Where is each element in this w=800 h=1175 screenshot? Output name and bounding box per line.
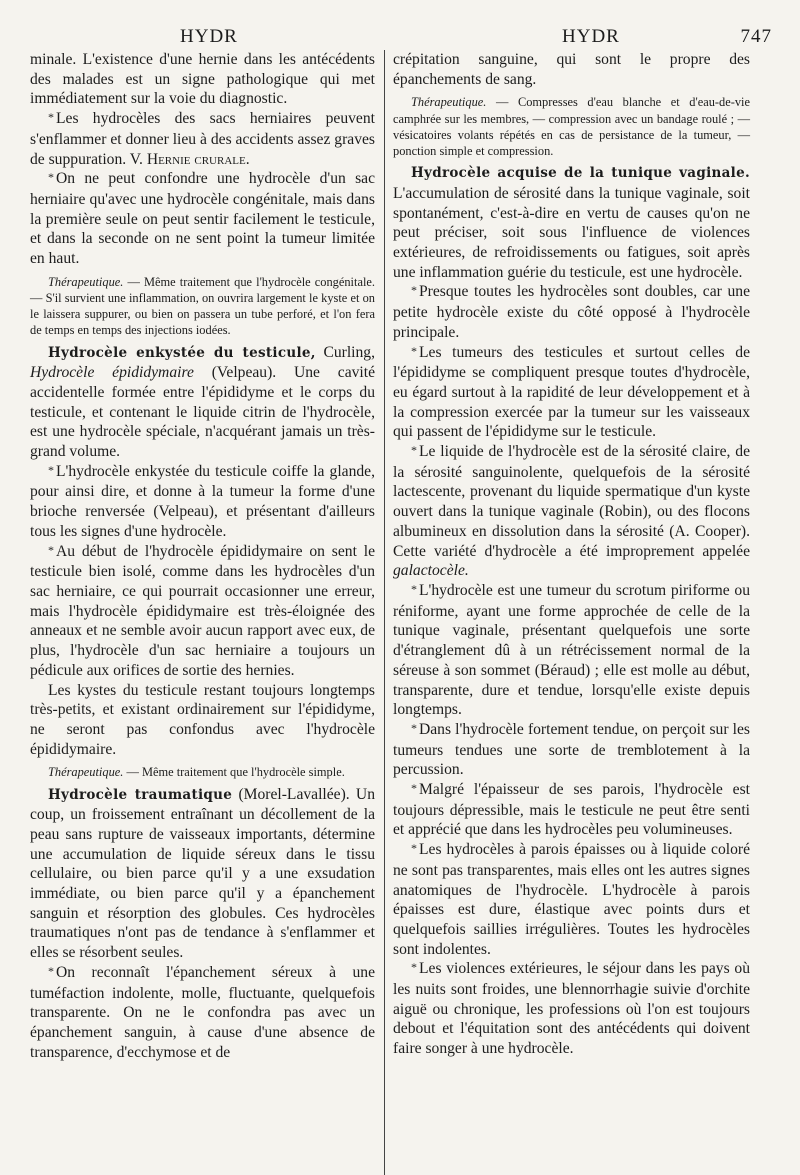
paragraph: * On reconnaît l'épanchement séreux à une tuméfaction indolente, molle, fluctuante, quelquefois transparente. On ne le confondra pas avec un épanchement sanguin, à cause d'une absence de transparence, d'ecchymose et de: [30, 963, 375, 1061]
asterism: *: [48, 110, 53, 125]
entry-heading: Hydrocèle acquise de la tunique vaginale.: [411, 165, 750, 182]
asterism: *: [48, 963, 53, 978]
asterism: *: [411, 841, 416, 856]
therapeutique-note: Thérapeutique. — Compresses d'eau blanche et d'eau-de-vie camphrée sur les membres, — compression avec un bandage roulé ; — vésicatoires volants répétés en cas de persistance de la tumeur, — ponction simple et compression.: [393, 95, 750, 159]
asterism: *: [411, 960, 416, 975]
running-header: [30, 20, 772, 46]
paragraph: * L'hydrocèle enkystée du testicule coiffe la glande, pour ainsi dire, et donne à la tumeur la forme d'une brioche renversée (Velpeau), et présentant d'ailleurs tous les signes d'une hydrocèle.: [30, 462, 375, 540]
therapeutique-note: Thérapeutique. — Même traitement que l'hydrocèle congénitale. — S'il survient une inflammation, on ouvrira largement le kyste et on le laissera suppurer, ou bien on passera un tube perforé, et l'on fera de temps en temps des injections iodées.: [30, 274, 375, 338]
paragraph: Les kystes du testicule restant toujours longtemps très-petits, et existant ordinairement sur l'épididyme, ne seront pas confondus avec l'hydrocèle épididymaire.: [30, 681, 375, 758]
asterism: *: [411, 720, 416, 735]
right-column: [393, 50, 750, 1175]
paragraph: * Les violences extérieures, le séjour dans les pays où les nuits sont froides, une blennorrhagie suivie d'orchite aiguë ou chronique, les professions où l'on est toujours debout et l'équitation sont des antécédents qui doivent faire songer à une hydrocèle.: [393, 960, 750, 1058]
paragraph: * Les hydrocèles à parois épaisses ou à liquide coloré ne sont pas transparentes, mais elles ont les autres signes anatomiques de l'hydrocèle. L'hydrocèle à parois épaisses est dure, élastique avec points durs et quelquefois saillies irrégulières. Toutes les hydrocèles sont indolentes.: [393, 841, 750, 958]
asterism: *: [48, 462, 53, 477]
left-column: [30, 50, 375, 1175]
paragraph: crépitation sanguine, qui sont le propre des épanchements de sang.: [393, 51, 750, 88]
entry-heading: Hydrocèle traumatique: [48, 786, 233, 803]
paragraph: * Le liquide de l'hydrocèle est de la sérosité claire, de la sérosité sanguinolente, quelquefois de la sérosité lactescente, provenant du liquide spermatique d'un kyste ouvert dans la tunique vaginale (Robin), ou des flocons albumineux en dissolution dans la sérosité (A. Cooper). Cette variété d'hydrocèle a été improprement appelée galactocèle.: [393, 443, 750, 580]
left-running-title: HYDR: [180, 26, 238, 47]
asterism: *: [411, 443, 416, 458]
paragraph: * Les hydrocèles des sacs herniaires peuvent s'enflammer et donner lieu à des accidents assez graves de suppuration. V. Hernie crurale.: [30, 110, 375, 168]
note-label: Thérapeutique.: [411, 95, 487, 110]
asterism: *: [411, 781, 416, 796]
paragraph: * On ne peut confondre une hydrocèle d'un sac herniaire qu'avec une hydrocèle congénitale, mais dans la première seule on peut sentir facilement le testicule, et dans la seconde on ne sent point la tumeur limitée en haut.: [30, 170, 375, 268]
asterism: *: [48, 542, 53, 557]
right-running-title: HYDR: [562, 26, 620, 47]
paragraph: * Dans l'hydrocèle fortement tendue, on perçoit sur les tumeurs tendues une sorte de tremblotement à la percussion.: [393, 720, 750, 779]
paragraph: * Au début de l'hydrocèle épididymaire on sent le testicule bien isolé, comme dans les hydrocèles d'un sac herniaire, ce qui pourrait occasionner une erreur, mais l'hydrocèle épididymaire est très-éloignée des anneaux et ne semble avoir aucun rapport avec eux, de plus, l'hydrocèle d'un sac herniaire a toujours un pédicule aux orifices de sortie des hernies.: [30, 542, 375, 679]
entry-section: Hydrocèle acquise de la tunique vaginale. L'accumulation de sérosité dans la tunique vaginale, soit spontanément, c'est-à-dire en vertu de causes qu'on ne peut préciser, soit sous l'influence de violences extérieures, de refroidissements ou fatigues, soit après une inflammation guérie du testicule, est une hydrocèle.: [393, 165, 750, 281]
paragraph: * Malgré l'épaisseur de ses parois, l'hydrocèle est toujours dépressible, mais le testicule ne peut être senti et apprécié que dans les hydrocèles peu volumineuses.: [393, 781, 750, 839]
therapeutique-note: Thérapeutique. — Même traitement que l'hydrocèle simple.: [48, 765, 345, 780]
asterism: *: [411, 283, 416, 298]
note-label: Thérapeutique.: [48, 765, 124, 780]
column-divider: [384, 50, 385, 1175]
note-label: Thérapeutique.: [48, 274, 124, 289]
asterism: *: [411, 581, 416, 596]
asterism: *: [48, 170, 53, 185]
cross-reference: Hernie crurale.: [146, 150, 250, 168]
paragraph: minale. L'existence d'une hernie dans les antécédents des malades est un signe pathologique qui met immédiatement sur la voie du diagnostic.: [30, 51, 375, 108]
entry-section: Hydrocèle enkystée du testicule, Curling, Hydrocèle épididymaire (Velpeau). Une cavité accidentelle formée entre l'épididyme et le corps du testicule, et contenant le liquide citrin de l'hydrocèle, est une hydrocèle spéciale, n'acquérant jamais un très-grand volume.: [30, 343, 376, 461]
paragraph: * Les tumeurs des testicules et surtout celles de l'épididyme se compliquent presque toutes d'hydrocèle, eu égard surtout à la rapidité de leur développement et à la compression exercée par la tumeur sur les vaisseaux qui passent de l'épididyme sur le testicule.: [393, 343, 750, 441]
entry-section: Hydrocèle traumatique (Morel-Lavallée). Un coup, un froissement entraînant un décollement de la peau sans rupture de vaisseaux importants, détermine une accumulation de liquide séreux dans le tissu cellulaire, ou bien parce qu'il y a une exsudation immédiate, ou bien parce qu'il y a épanchement sanguin et résorption des globules. Ces hydrocèles traumatiques n'ont pas de tendance à s'enflammer et elles se résorbent seules.: [30, 785, 375, 962]
page-number: 747: [740, 26, 772, 47]
paragraph: * L'hydrocèle est une tumeur du scrotum piriforme ou réniforme, ayant une forme approchée de celle de la tunique vaginale, présentant quelquefois une sorte d'étranglement dû à un rétrécissement normal de la séreuse à son sommet (Béraud) ; elle est molle au début, transparente, dure et tendue, lorsqu'elle existe depuis longtemps.: [393, 581, 750, 719]
entry-heading: Hydrocèle enkystée du testicule,: [48, 344, 316, 361]
two-column-body: [30, 50, 772, 1175]
paragraph: * Presque toutes les hydrocèles sont doubles, car une petite hydrocèle existe du côté opposé à l'hydrocèle principale.: [393, 283, 750, 341]
asterism: *: [411, 343, 416, 358]
